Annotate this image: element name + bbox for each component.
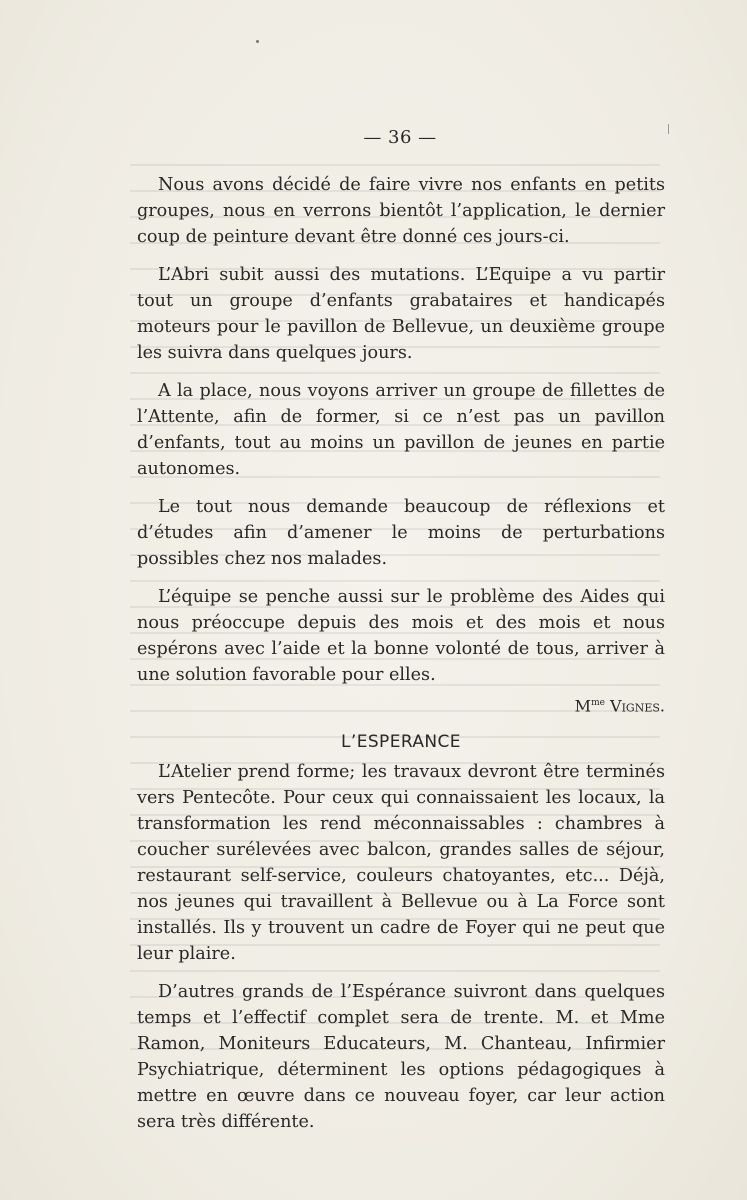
signature-superscript: me (591, 698, 605, 708)
paragraph: D’autres grands de l’Espérance suivront dans quelques temps et l’effectif complet sera de trente. M. et Mme Ramon, Moniteurs Educateurs, M. Chanteau, Infirmier Psychiatrique, déterminent les options pédagogiques à mettre en œuvre dans ce nouveau foyer, car leur action sera très différente. (137, 982, 665, 1133)
paragraph: L’Abri subit aussi des mutations. L’Equipe a vu partir tout un groupe d’enfants grabataires et handicapés moteurs pour le pavillon de Bellevue, un deuxième groupe les suivra dans quelques jours. (137, 265, 665, 363)
paragraph: Nous avons décidé de faire vivre nos enfants en petits groupes, nous en verrons bientôt l’application, le dernier coup de peinture devant être donné ces jours-ci. (137, 175, 665, 247)
speck (256, 40, 259, 43)
signature-prefix: M (574, 696, 592, 716)
paragraph: L’équipe se penche aussi sur le problème des Aides qui nous préoccupe depuis des mois et des mois et nous espérons avec l’aide et la bonne volonté de tous, arriver à une solution favorable pour elles. (137, 587, 665, 685)
paragraph: L’Atelier prend forme; les travaux devront être terminés vers Pentecôte. Pour ceux qui connaissaient les locaux, la transformation les rend méconnaissables : chambres à coucher surélevées avec balcon, grandes salles de séjour, restaurant self-service, couleurs chatoyantes, etc... Déjà, nos jeunes qui travaillent à Bellevue ou à La Force sont installés. Ils y trouvent un cadre de Foyer qui ne peut que leur plaire. (137, 762, 665, 965)
paragraph: A la place, nous voyons arriver un groupe de fillettes de l’Attente, afin de former, si ce n’est pas un pavillon d’enfants, tout au moins un pavillon de jeunes en partie autonomes. (137, 381, 665, 479)
paragraph: Le tout nous demande beaucoup de réflexions et d’études afin d’amener le moins de perturbations possibles chez nos malades. (137, 497, 665, 569)
page-number: — 36 — (363, 127, 437, 148)
body-text (137, 172, 665, 1147)
signature (137, 690, 665, 719)
signature-name: Vignes. (610, 696, 665, 716)
section-heading: L’ESPERANCE (341, 732, 461, 753)
